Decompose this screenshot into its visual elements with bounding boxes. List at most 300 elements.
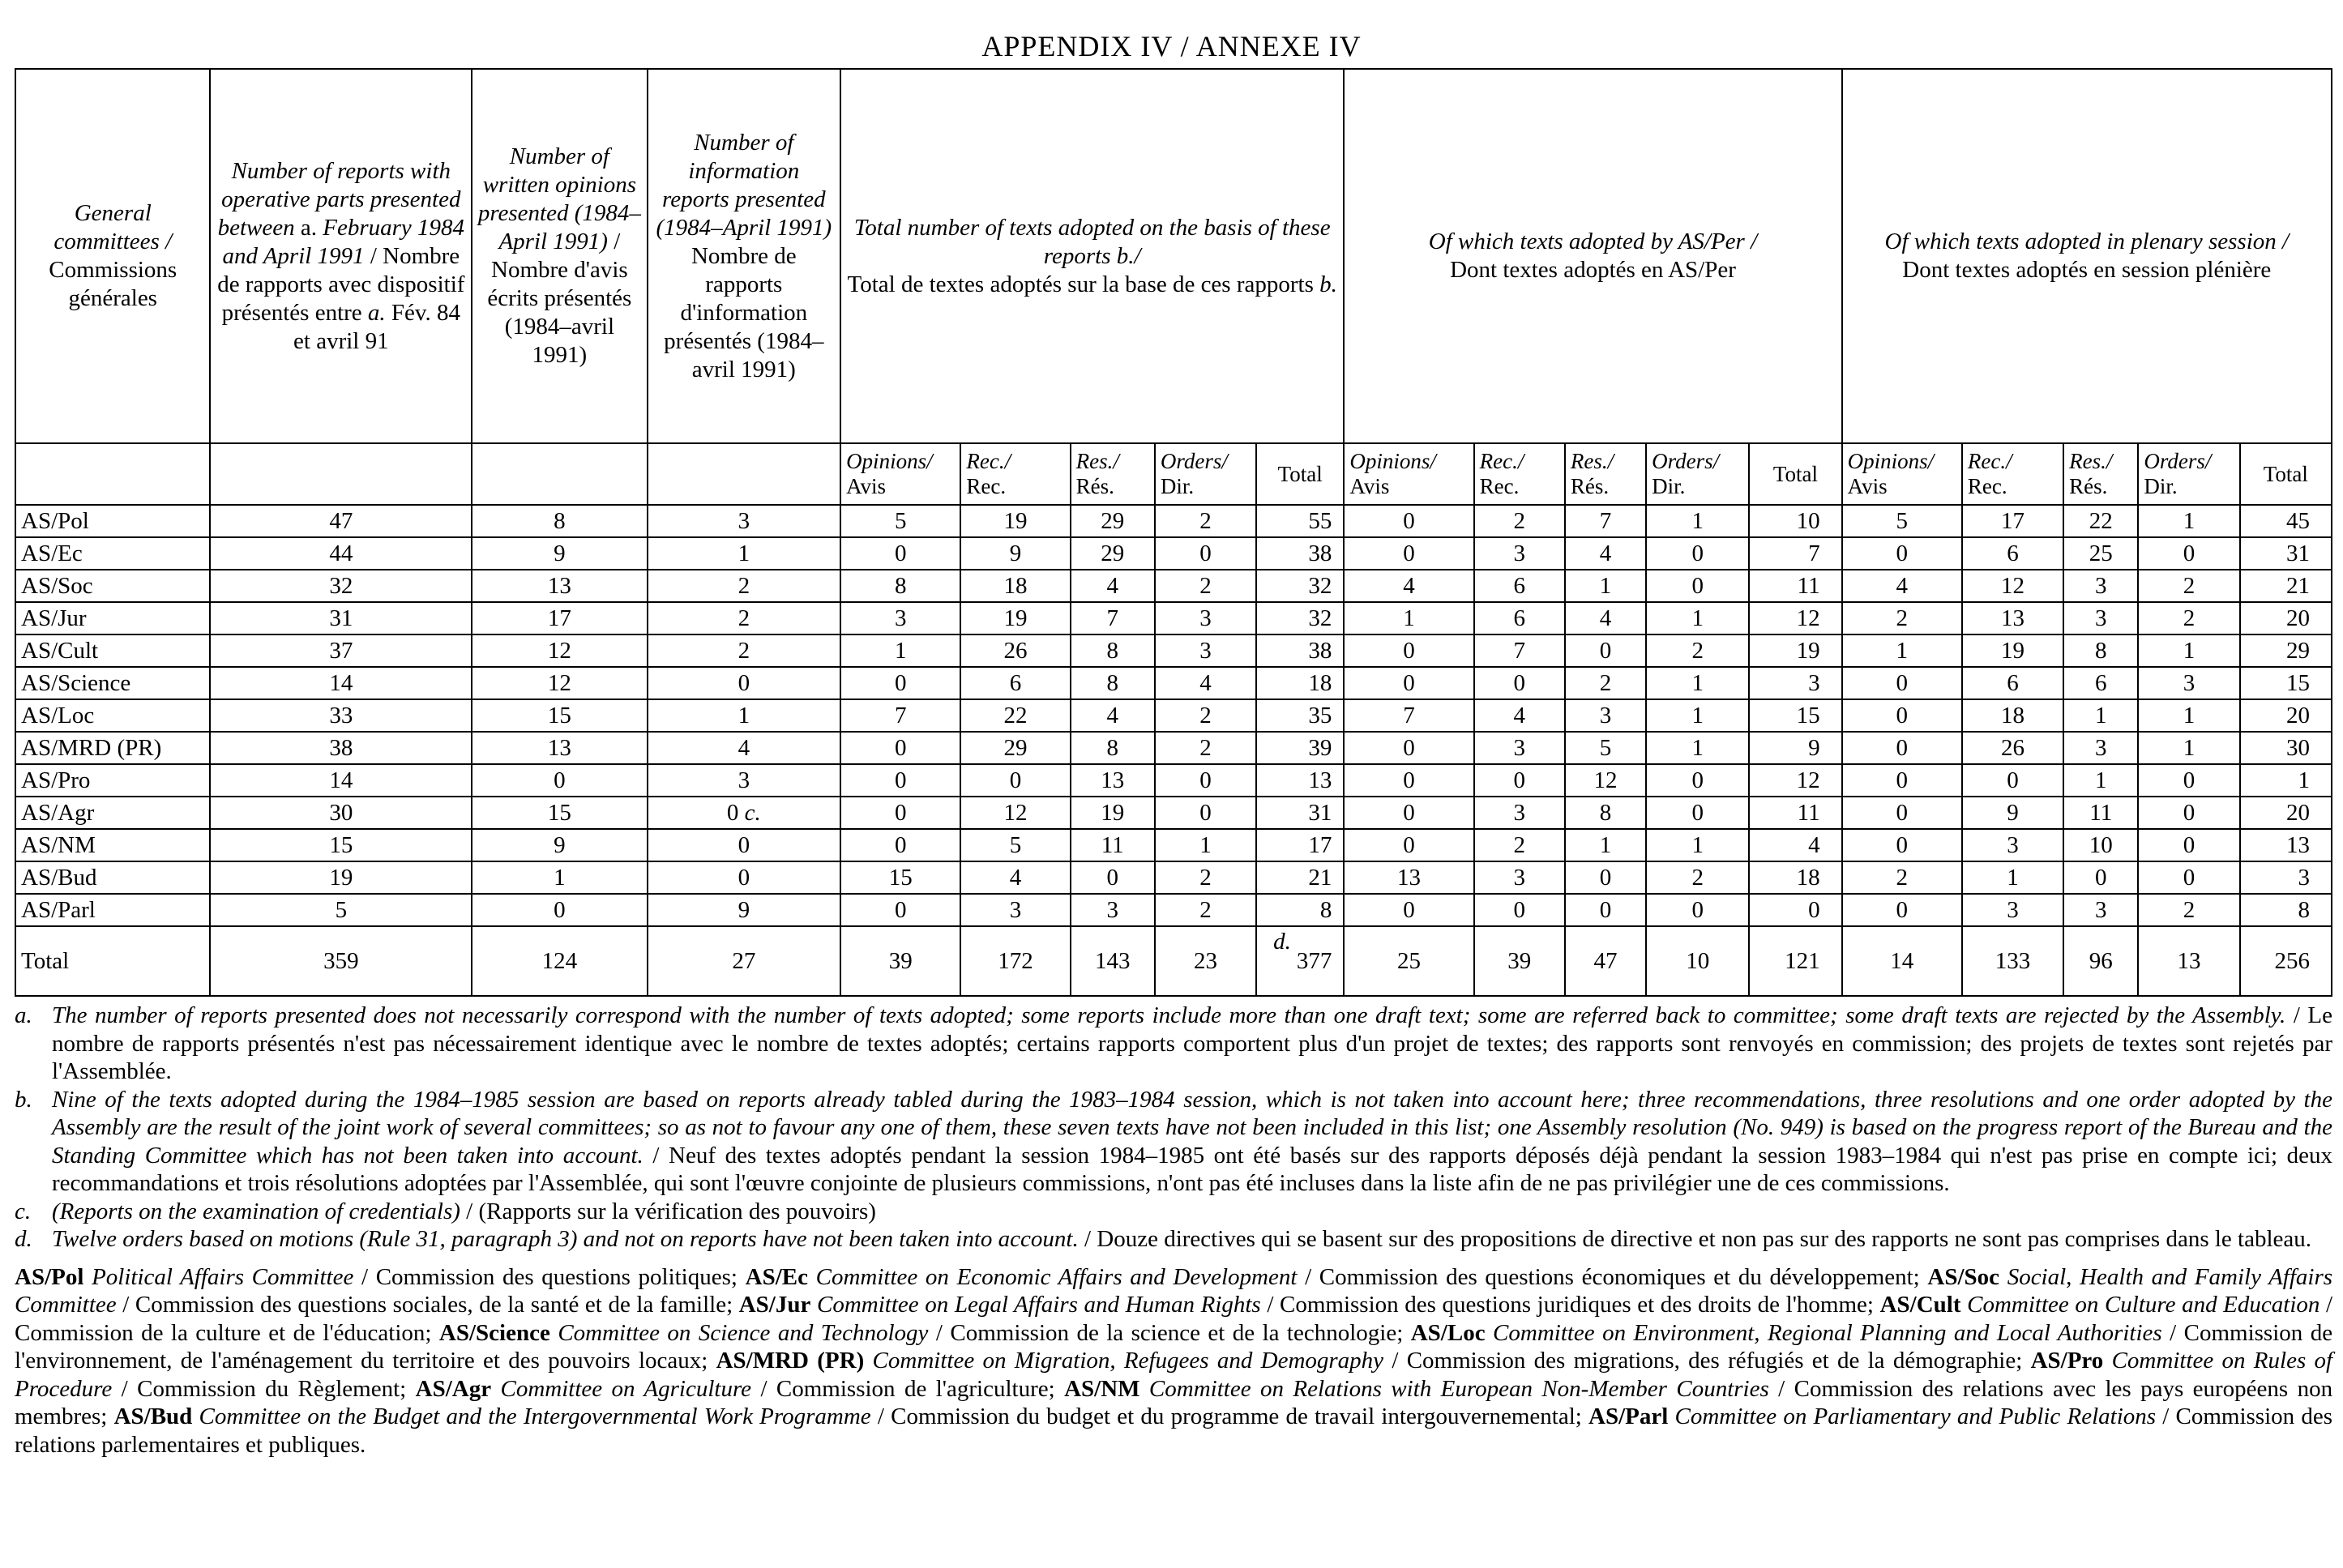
subheader-per-rec: Rec./ Rec.	[1474, 443, 1565, 505]
table-row	[15, 602, 2332, 634]
header-row	[15, 69, 2332, 443]
as-per-cell: 7	[1474, 634, 1565, 667]
abbreviation-fr: / Commission des questions politiques;	[361, 1263, 738, 1290]
plenary-cell: 0	[1842, 667, 1962, 699]
plenary-cell: 0	[2138, 537, 2239, 570]
plenary-cell: 1	[2063, 764, 2138, 797]
info-reports-count: 2	[648, 570, 840, 602]
abbreviation-en: Committee on Culture and Education	[1967, 1292, 2320, 1318]
total-texts-cell: 0	[1155, 537, 1256, 570]
as-per-cell: 3	[1749, 667, 1841, 699]
plenary-cell: 25	[2063, 537, 2138, 570]
opinions-count: 17	[472, 602, 647, 634]
total-texts-cell: 29	[960, 732, 1070, 764]
as-per-cell: 0	[1344, 829, 1473, 861]
abbreviation-code: AS/Loc	[1410, 1319, 1486, 1346]
total-texts-cell: 0	[840, 667, 960, 699]
abbreviation-fr: / Commission des migrations, des réfugiés et de la démographie;	[1392, 1348, 2023, 1374]
total-texts-cell: 35	[1256, 699, 1344, 732]
plenary-cell: 26	[1962, 732, 2063, 764]
as-per-cell: 0	[1344, 634, 1473, 667]
info-reports-count: 0	[648, 861, 840, 894]
abbreviation-code: AS/Agr	[415, 1375, 492, 1402]
plenary-cell: 1	[2138, 634, 2239, 667]
footnote-letter: d.	[15, 1226, 32, 1252]
plenary-cell: 3	[2063, 732, 2138, 764]
plenary-cell: 2	[2138, 894, 2239, 926]
plenary-cell: 0	[1842, 894, 1962, 926]
as-per-cell: 0	[1344, 537, 1473, 570]
plenary-cell: 3	[1962, 894, 2063, 926]
abbreviation-fr: / Commission des questions sociales, de la santé et de la famille;	[122, 1292, 733, 1318]
reports-count: 14	[210, 667, 472, 699]
abbreviation-code: AS/Pro	[2030, 1348, 2104, 1374]
plenary-cell: 3	[2138, 667, 2239, 699]
total-texts-cell: 38	[1256, 634, 1344, 667]
abbreviation-code: AS/Ec	[745, 1263, 808, 1290]
plenary-cell: 20	[2240, 602, 2332, 634]
plenary-cell: 0	[1842, 732, 1962, 764]
info-reports-count: 3	[648, 764, 840, 797]
subheader-blank	[15, 443, 210, 505]
committee-name: AS/Pro	[15, 764, 210, 797]
total-texts-cell: 38	[1256, 537, 1344, 570]
as-per-cell: 19	[1749, 634, 1841, 667]
abbreviation-fr: / Commission de la science et de la technologie;	[935, 1319, 1404, 1346]
reports-count: 5	[210, 894, 472, 926]
opinions-count: 9	[472, 537, 647, 570]
abbreviation-en: Committee on Parliamentary and Public Relations	[1674, 1404, 2157, 1429]
plenary-cell: 13	[1962, 602, 2063, 634]
opinions-count: 0	[472, 764, 647, 797]
subheader-blank	[648, 443, 840, 505]
footnote	[15, 1086, 2332, 1198]
as-per-cell: 4	[1474, 699, 1565, 732]
subheader-per-orders: Orders/ Dir.	[1646, 443, 1749, 505]
committee-name: AS/Loc	[15, 699, 210, 732]
committee-name: AS/Jur	[15, 602, 210, 634]
as-per-cell: 0	[1344, 797, 1473, 829]
plenary-cell: 6	[1962, 667, 2063, 699]
as-per-cell: 0	[1474, 764, 1565, 797]
as-per-cell: 12	[1749, 602, 1841, 634]
total-texts-cell: 2	[1155, 699, 1256, 732]
as-per-cell: 0	[1474, 667, 1565, 699]
footnote	[15, 1002, 2332, 1086]
as-per-cell: 3	[1474, 861, 1565, 894]
abbreviation-fr: / Commission des relations avec les pays européens non membres;	[15, 1375, 2333, 1429]
total-texts-cell: 5	[960, 829, 1070, 861]
reports-count: 14	[210, 764, 472, 797]
total-texts-cell: 172	[960, 926, 1070, 996]
committee-name: AS/Cult	[15, 634, 210, 667]
as-per-cell: 2	[1646, 861, 1749, 894]
footnote-text: Nine of the texts adopted during the 1984–1985 session are based on reports already tabled during the 1983–1984 session, which is not taken into account here; three recommendations, three resolutions and one order adopted by the Assembly are the result of the joint work of several committees; so as not to favour any one of them, these seven texts have not been included in this list; one Assembly resolution (No. 949) is based on the progress report of the Bureau and the Standing Committee which has not been taken into account. / Neuf des textes adoptés pendant la session 1984–1985 ont été basés sur des rapports déposés déjà pendant la session 1983–1984 qui n'est pas prise en compte ici; deux recommandations et trois résolutions adoptées par l'Assemblée, qui sont l'œuvre conjointe de plusieurs commissions, n'ont pas été incluses dans la liste afin de ne pas privilégier une de ces commissions.	[52, 1086, 2332, 1196]
as-per-cell: 121	[1749, 926, 1841, 996]
plenary-cell: 0	[1962, 764, 2063, 797]
total-texts-cell: 0	[1155, 797, 1256, 829]
total-texts-cell: 13	[1071, 764, 1155, 797]
header-total-texts: Total number of texts adopted on the basis of these reports b./ Total de textes adoptés sur la base de ces rapports b.	[840, 69, 1344, 443]
subheader-total-opinions: Opinions/ Avis	[840, 443, 960, 505]
total-texts-cell: 0	[960, 764, 1070, 797]
plenary-cell: 1	[2138, 732, 2239, 764]
total-texts-cell: 21	[1256, 861, 1344, 894]
plenary-cell: 14	[1842, 926, 1962, 996]
abbreviation-en: Political Affairs Committee	[92, 1263, 354, 1290]
plenary-cell: 15	[2240, 667, 2332, 699]
total-texts-cell: 1	[1155, 829, 1256, 861]
total-texts-cell: 29	[1071, 505, 1155, 537]
opinions-count: 12	[472, 667, 647, 699]
header-written-opinions: Number of written opinions presented (1984–April 1991) / Nombre d'avis écrits présentés (1984–avril 1991)	[472, 69, 647, 443]
as-per-cell: 9	[1749, 732, 1841, 764]
info-reports-count: 2	[648, 634, 840, 667]
total-texts-cell: 8	[1256, 894, 1344, 926]
total-texts-cell: 32	[1256, 570, 1344, 602]
footnote-text: The number of reports presented does not necessarily correspond with the number of texts adopted; some reports include more than one draft text; some are referred back to committee; some draft texts are rejected by the Assembly. / Le nombre de rapports présentés n'est pas nécessairement identique avec le nombre de textes adoptés; certains rapports comportent plus d'un projet de textes; des rapports sont renvoyés en commission; des projets de textes sont rejetés par l'Assemblée.	[52, 1002, 2333, 1084]
footnote-text: Twelve orders based on motions (Rule 31, paragraph 3) and not on reports have not been taken into account. / Douze directives qui se basent sur des propositions de directive et non pas sur des rapports ne sont pas comprises dans le tableau.	[52, 1226, 2312, 1252]
opinions-count: 9	[472, 829, 647, 861]
committee-name: AS/Ec	[15, 537, 210, 570]
table-row	[15, 861, 2332, 894]
subheader-blank	[210, 443, 472, 505]
subheader-total-total: Total	[1256, 443, 1344, 505]
plenary-cell: 0	[1842, 699, 1962, 732]
as-per-cell: 4	[1565, 537, 1646, 570]
as-per-cell: 7	[1565, 505, 1646, 537]
plenary-cell: 11	[2063, 797, 2138, 829]
as-per-cell: 1	[1646, 667, 1749, 699]
abbreviation-code: AS/Cult	[1879, 1292, 1961, 1318]
total-texts-cell: 0	[840, 764, 960, 797]
footnote-letter: a.	[15, 1002, 32, 1028]
as-per-cell: 7	[1749, 537, 1841, 570]
abbreviation-en: Social, Health and Family Affairs Committee	[15, 1263, 2333, 1318]
plenary-cell: 1	[1842, 634, 1962, 667]
plenary-cell: 0	[2138, 797, 2239, 829]
footnote-text: (Reports on the examination of credentials) / (Rapports sur la vérification des pouvoirs)	[52, 1198, 876, 1224]
info-reports-count: 9	[648, 894, 840, 926]
as-per-cell: 3	[1565, 699, 1646, 732]
total-texts-cell: 7	[840, 699, 960, 732]
abbreviation-en: Committee on Legal Affairs and Human Rights	[816, 1292, 1261, 1318]
total-texts-cell: 31	[1256, 797, 1344, 829]
reports-count: 44	[210, 537, 472, 570]
abbreviation-entry	[716, 1348, 2023, 1374]
reports-count: 33	[210, 699, 472, 732]
abbreviation-en: Committee on Environment, Regional Planning and Local Authorities	[1493, 1319, 2162, 1346]
table-row	[15, 634, 2332, 667]
abbreviation-en: Committee on Rules of Procedure	[15, 1348, 2333, 1402]
table-row	[15, 797, 2332, 829]
as-per-cell: 10	[1646, 926, 1749, 996]
total-texts-cell: 19	[1071, 797, 1155, 829]
info-reports-count: 2	[648, 602, 840, 634]
plenary-cell: 0	[1842, 829, 1962, 861]
subheader-per-res: Res./ Rés.	[1565, 443, 1646, 505]
abbreviation-fr: / Commission de l'agriculture;	[760, 1375, 1055, 1402]
as-per-cell: 4	[1565, 602, 1646, 634]
total-texts-cell: 8	[1071, 634, 1155, 667]
as-per-cell: 39	[1474, 926, 1565, 996]
subheader-plenary-orders: Orders/ Dir.	[2138, 443, 2239, 505]
header-reports-operative: Number of reports with operative parts presented between a. February 1984 and April 1991 / Nombre de rapports avec dispositif présentés entre a. Fév. 84 et avril 91	[210, 69, 472, 443]
plenary-cell: 0	[1842, 537, 1962, 570]
opinions-count: 0	[472, 894, 647, 926]
total-texts-cell: 18	[1256, 667, 1344, 699]
as-per-cell: 2	[1474, 505, 1565, 537]
committee-statistics-table	[15, 68, 2332, 997]
total-texts-cell: 3	[1155, 602, 1256, 634]
table-row	[15, 829, 2332, 861]
abbreviation-code: AS/Soc	[1927, 1263, 2000, 1290]
abbreviation-entry	[746, 1264, 1920, 1290]
as-per-cell: 3	[1474, 732, 1565, 764]
as-per-cell: 6	[1474, 602, 1565, 634]
plenary-cell: 20	[2240, 699, 2332, 732]
plenary-cell: 0	[2138, 861, 2239, 894]
as-per-cell: 1	[1646, 732, 1749, 764]
plenary-cell: 1	[2138, 699, 2239, 732]
total-texts-cell: 4	[960, 861, 1070, 894]
abbreviations-legend	[15, 1263, 2332, 1459]
as-per-cell: 8	[1565, 797, 1646, 829]
abbreviation-entry	[416, 1376, 1055, 1402]
as-per-cell: 1	[1646, 505, 1749, 537]
subheader-plenary-opinions: Opinions/ Avis	[1842, 443, 1962, 505]
info-reports-count: 0	[648, 667, 840, 699]
footnote-letter: b.	[15, 1086, 32, 1113]
plenary-cell: 2	[1842, 602, 1962, 634]
abbreviation-entry	[15, 1264, 738, 1290]
opinions-count: 8	[472, 505, 647, 537]
plenary-cell: 29	[2240, 634, 2332, 667]
subheader-row	[15, 443, 2332, 505]
committee-name: AS/NM	[15, 829, 210, 861]
header-plenary: Of which texts adopted in plenary session / Dont textes adoptés en session plénière	[1842, 69, 2332, 443]
as-per-cell: 1	[1646, 829, 1749, 861]
total-texts-cell: 11	[1071, 829, 1155, 861]
as-per-cell: 0	[1344, 894, 1473, 926]
abbreviation-en: Committee on Agriculture	[500, 1375, 752, 1402]
opinions-count: 13	[472, 570, 647, 602]
as-per-cell: 0	[1565, 634, 1646, 667]
abbreviation-en: Committee on Economic Affairs and Development	[815, 1263, 1298, 1290]
plenary-cell: 0	[2138, 764, 2239, 797]
as-per-cell: 12	[1565, 764, 1646, 797]
committee-name: Total	[15, 926, 210, 996]
as-per-cell: 25	[1344, 926, 1473, 996]
as-per-cell: 2	[1646, 634, 1749, 667]
reports-count: 32	[210, 570, 472, 602]
plenary-cell: 3	[2063, 894, 2138, 926]
total-texts-cell: 15	[840, 861, 960, 894]
committee-name: AS/Bud	[15, 861, 210, 894]
footnotes	[15, 1002, 2332, 1254]
plenary-cell: 45	[2240, 505, 2332, 537]
as-per-cell: 0	[1344, 732, 1473, 764]
plenary-cell: 9	[1962, 797, 2063, 829]
total-texts-cell: 12	[960, 797, 1070, 829]
header-information-reports: Number of information reports presented (1984–April 1991) Nombre de rapports d'information présentés (1984–avril 1991)	[648, 69, 840, 443]
as-per-cell: 47	[1565, 926, 1646, 996]
reports-count: 47	[210, 505, 472, 537]
total-texts-cell: 55	[1256, 505, 1344, 537]
total-texts-cell: 3	[840, 602, 960, 634]
abbreviation-code: AS/Jur	[738, 1292, 811, 1318]
plenary-cell: 2	[2138, 570, 2239, 602]
info-reports-count: 1	[648, 699, 840, 732]
plenary-cell: 1	[2063, 699, 2138, 732]
plenary-cell: 13	[2240, 829, 2332, 861]
plenary-cell: 2	[2138, 602, 2239, 634]
total-texts-cell: 4	[1155, 667, 1256, 699]
plenary-cell: 5	[1842, 505, 1962, 537]
as-per-cell: 0	[1474, 894, 1565, 926]
opinions-count: 1	[472, 861, 647, 894]
reports-count: 31	[210, 602, 472, 634]
abbreviation-code: AS/MRD (PR)	[716, 1348, 865, 1374]
info-reports-count: 1	[648, 537, 840, 570]
plenary-cell: 1	[2240, 764, 2332, 797]
total-texts-cell: 2	[1155, 570, 1256, 602]
plenary-cell: 31	[2240, 537, 2332, 570]
plenary-cell: 0	[1842, 797, 1962, 829]
abbreviation-entry	[114, 1404, 1582, 1429]
info-reports-count: 0	[648, 829, 840, 861]
reports-count: 38	[210, 732, 472, 764]
table-row	[15, 732, 2332, 764]
as-per-cell: 4	[1749, 829, 1841, 861]
total-texts-cell: 2	[1155, 505, 1256, 537]
total-texts-cell: 5	[840, 505, 960, 537]
opinions-count: 13	[472, 732, 647, 764]
reports-count: 37	[210, 634, 472, 667]
info-reports-count: 0 c.	[648, 797, 840, 829]
abbreviation-code: AS/Parl	[1588, 1404, 1669, 1429]
as-per-cell: 0	[1646, 537, 1749, 570]
committee-name: AS/Science	[15, 667, 210, 699]
plenary-cell: 21	[2240, 570, 2332, 602]
total-texts-cell: 18	[960, 570, 1070, 602]
total-texts-cell: 3	[1071, 894, 1155, 926]
as-per-cell: 0	[1646, 894, 1749, 926]
table-row	[15, 537, 2332, 570]
total-texts-cell: 8	[1071, 732, 1155, 764]
as-per-cell: 1	[1565, 570, 1646, 602]
plenary-cell: 4	[1842, 570, 1962, 602]
total-texts-cell: 22	[960, 699, 1070, 732]
table-row	[15, 667, 2332, 699]
total-texts-cell: 8	[1071, 667, 1155, 699]
abbreviation-code: AS/Science	[438, 1319, 550, 1346]
as-per-cell: 0	[1344, 764, 1473, 797]
plenary-cell: 96	[2063, 926, 2138, 996]
committee-name: AS/Parl	[15, 894, 210, 926]
total-texts-cell: 9	[960, 537, 1070, 570]
plenary-cell: 0	[1842, 764, 1962, 797]
as-per-cell: 0	[1565, 894, 1646, 926]
abbreviation-entry	[739, 1292, 1874, 1318]
total-texts-cell: 0	[840, 797, 960, 829]
reports-count: 15	[210, 829, 472, 861]
committee-name: AS/MRD (PR)	[15, 732, 210, 764]
total-texts-cell: d. 377	[1256, 926, 1344, 996]
total-texts-cell: 19	[960, 602, 1070, 634]
abbreviation-fr: / Commission de la culture et de l'éducation;	[15, 1292, 2333, 1346]
reports-count: 30	[210, 797, 472, 829]
total-texts-cell: 6	[960, 667, 1070, 699]
as-per-cell: 0	[1749, 894, 1841, 926]
plenary-cell: 6	[1962, 537, 2063, 570]
as-per-cell: 1	[1344, 602, 1473, 634]
plenary-cell: 8	[2240, 894, 2332, 926]
opinions-count: 15	[472, 699, 647, 732]
table-row	[15, 505, 2332, 537]
subheader-plenary-rec: Rec./ Rec.	[1962, 443, 2063, 505]
as-per-cell: 0	[1646, 764, 1749, 797]
total-texts-cell: 0	[840, 732, 960, 764]
as-per-cell: 12	[1749, 764, 1841, 797]
footnote-letter: c.	[15, 1198, 32, 1224]
abbreviation-en: Committee on Migration, Refugees and Demography	[872, 1348, 1384, 1374]
as-per-cell: 4	[1344, 570, 1473, 602]
abbreviation-fr: / Commission des relations parlementaires et publiques.	[15, 1404, 2333, 1458]
abbreviation-en: Committee on Relations with European Non-Member Countries	[1148, 1375, 1769, 1402]
as-per-cell: 0	[1565, 861, 1646, 894]
plenary-cell: 1	[1962, 861, 2063, 894]
abbreviation-code: AS/Bud	[113, 1404, 193, 1429]
header-committees: General committees / Commissions générales	[15, 69, 210, 443]
plenary-cell: 3	[1962, 829, 2063, 861]
total-texts-cell: 2	[1155, 732, 1256, 764]
plenary-cell: 20	[2240, 797, 2332, 829]
total-texts-cell: 0	[840, 829, 960, 861]
as-per-cell: 2	[1474, 829, 1565, 861]
as-per-cell: 11	[1749, 797, 1841, 829]
abbreviation-entry	[439, 1320, 1403, 1346]
abbreviation-en: Committee on Science and Technology	[558, 1319, 929, 1346]
opinions-count: 15	[472, 797, 647, 829]
abbreviation-fr: / Commission de l'environnement, de l'aménagement du territoire et des pouvoirs locaux;	[15, 1319, 2333, 1374]
as-per-cell: 2	[1565, 667, 1646, 699]
total-texts-cell: 0	[1071, 861, 1155, 894]
total-texts-cell: 8	[840, 570, 960, 602]
plenary-cell: 8	[2063, 634, 2138, 667]
table-row	[15, 570, 2332, 602]
as-per-cell: 11	[1749, 570, 1841, 602]
as-per-cell: 10	[1749, 505, 1841, 537]
footnote	[15, 1225, 2332, 1254]
as-per-cell: 0	[1646, 570, 1749, 602]
page-title: APPENDIX IV / ANNEXE IV	[981, 30, 1362, 62]
total-texts-cell: 4	[1071, 570, 1155, 602]
as-per-cell: 3	[1474, 797, 1565, 829]
plenary-cell: 13	[2138, 926, 2239, 996]
subheader-plenary-total: Total	[2240, 443, 2332, 505]
subheader-total-res: Res./ Rés.	[1071, 443, 1155, 505]
total-row	[15, 926, 2332, 996]
subheader-per-opinions: Opinions/ Avis	[1344, 443, 1473, 505]
reports-count: 19	[210, 861, 472, 894]
plenary-cell: 1	[2138, 505, 2239, 537]
subheader-per-total: Total	[1749, 443, 1841, 505]
reports-count: 359	[210, 926, 472, 996]
as-per-cell: 0	[1344, 505, 1473, 537]
committee-name: AS/Pol	[15, 505, 210, 537]
as-per-cell: 0	[1646, 797, 1749, 829]
